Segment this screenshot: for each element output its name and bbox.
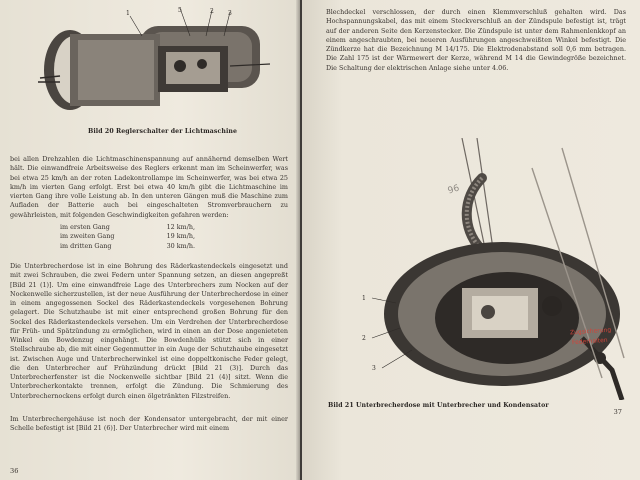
svg-text:5: 5 [178, 7, 182, 14]
handwritten-red-note: Federhalten [571, 336, 608, 347]
paragraph-ignition: Blechdeckel verschlossen, der durch einen Klemmverschluß gehalten wird. Das Hochspannungskabel, das mit einem Steckverschluß an der Zündspule befestigt ist, trägt auf der anderen Seite den Kerzenstecker. Die Zündspule ist unter dem Rahmenlenkkopf an einem angeschraubten, bei neueren Ausführungen angeschweißten Winkel befestigt. Die Zündkerze hat die Bezeichnung M 14/175. Die Elektrodenabstand soll 0,6 mm betragen. Die Zahl 175 ist der Wärmewert der Kerze, während M 14 die Gewindegröße bezeichnet. Die Schaltung der elektrischen Anlage siehe unter 4.06. [326, 8, 626, 72]
svg-text:3: 3 [372, 365, 376, 372]
handwritten-pencil-note: 96 [446, 183, 461, 197]
speed-row: im ersten Gang 12 km/h, [60, 223, 195, 231]
paragraph-condenser: Im Unterbrechergehäuse ist noch der Kondensator untergebracht, der mit einer Schelle befestigt ist [Bild 21 (6)]. Der Unterbrecher wird mit einem [10, 415, 288, 433]
svg-text:3: 3 [228, 10, 232, 17]
left-page [0, 0, 300, 480]
speed-row: im zweiten Gang 19 km/h, [60, 232, 195, 241]
paragraph-regulator: bei allen Drehzahlen die Lichtmaschinenspannung auf annähernd demselben Wert hält. Die einwandfreie Arbeitsweise des Reglers erkennt man im Scheinwerfer, was bei etwa 25 km/h an der roten Ladekontrollampe im Scheinwerfer, was bei etwa 25 km/h im vierten Gang erfolgt. Erst bei etwa 40 km/h gibt die Lichtmaschine im vierten Gang ihre volle Leistung ab. In den unteren Gängen muß die Maschine zum Aufladen der Batterie auch bei eingeschalteten Stromverbrauchern zu gewährleisten, mit folgenden Geschwindigkeiten gefahren werden: [10, 155, 288, 219]
voltage-regulator-illustration [30, 6, 280, 124]
page-number-right: 37 [613, 408, 622, 416]
paragraph-breaker-box: Die Unterbrecherdose ist in eine Bohrung des Räderkastendeckels eingesetzt und mit zwei Schrauben, die zwei Federn unter Spannung setzen, an diesen angepreßt [Bild 21 (1)]. Um eine einwandfreie Lage des Unterbrechers zum Nocken auf der Nockenwelle sicherzustellen, ist der neue Ausführung der Unterbrecherdose in einer in einem angegossenen Sockel des Räderkastendeckels vorgesehenen Bohrung gelagert. Die Schutzhaube ist mit einer entsprechend großen Bohrung für den Sockel des Räderkastendeckels versehen. Um ein Verdrehen der Unterbrecherdose für Früh- und Spätzündung zu ermöglichen, wird in einen an der Dose angenieteten Winkel ein Bowdenzug eingehängt. Die Bowdenhülle stützt sich in einer Stellschraube ab, die mit einer Gegenmutter in ein Auge der Schutzhaube eingesetzt ist. Zwischen Auge und Unterbrecherwinkel ist eine doppeltkonische Feder gelegt, die den Unterbrecher auf Frühzündung drückt [Bild 21 (3)]. Durch das Unterbrecherfenster ist die Nockenwelle sichtbar [Bild 21 (4)] sitzt. Wenn die Unterbrecherkontakte trennen, erfolgt die Zündung. Die Schmierung des Unterbrechernockens erfolgt durch einen ölgetränkten Filzstreifen. [10, 262, 288, 400]
gear-speed-list [60, 223, 195, 251]
right-page [302, 0, 640, 480]
figure-caption-21: Bild 21 Unterbrecherdose mit Unterbrecher und Kondensator [328, 402, 549, 409]
svg-text:2: 2 [210, 8, 214, 15]
svg-text:1: 1 [362, 295, 366, 302]
handwritten-red-note: Zugsicherung [569, 326, 612, 337]
svg-text:1: 1 [126, 10, 130, 17]
breaker-box-illustration [312, 138, 630, 400]
speed-row: im dritten Gang 30 km/h. [60, 241, 195, 250]
figure-caption-20: Bild 20 Reglerschalter der Lichtmaschine [88, 128, 238, 135]
svg-text:2: 2 [362, 335, 366, 342]
page-number-left: 36 [10, 467, 19, 475]
